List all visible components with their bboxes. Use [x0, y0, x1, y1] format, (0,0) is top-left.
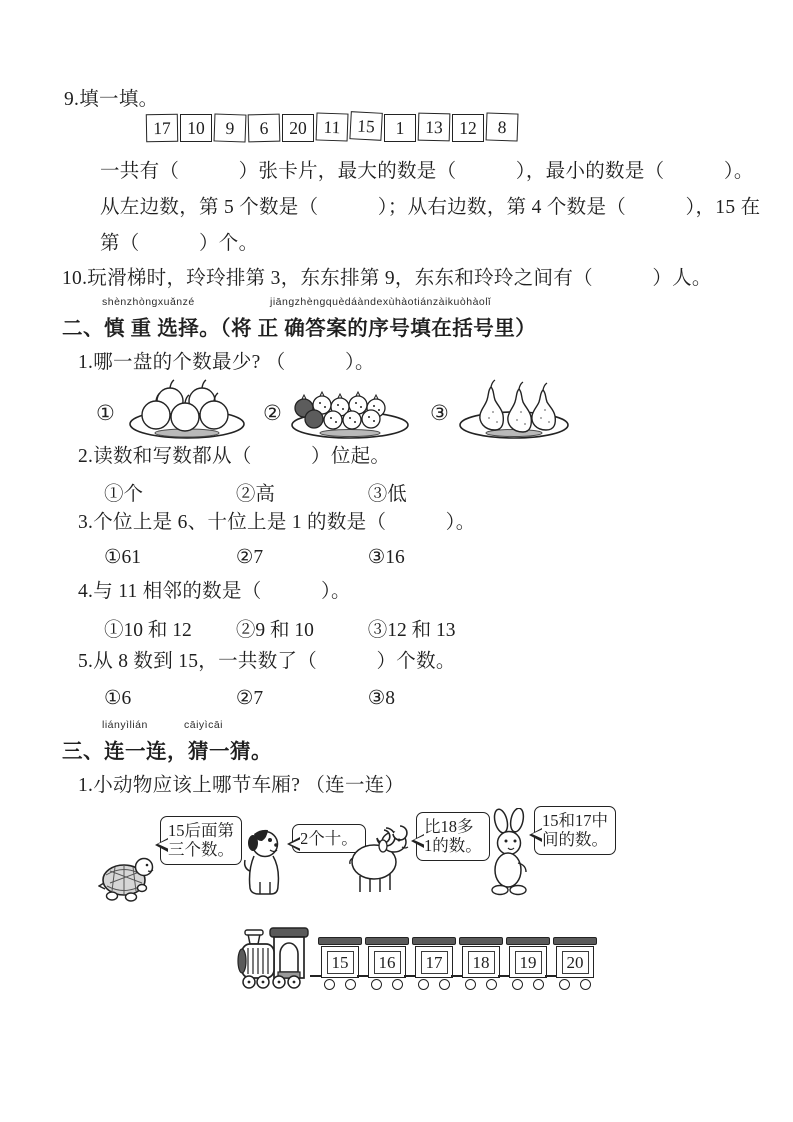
number-card: 17 [146, 114, 178, 143]
car-number: 15 [327, 951, 354, 974]
train-row [236, 920, 594, 990]
option-2: ②高 [235, 484, 275, 505]
q9-fill-line-1: 一共有（ ）张卡片，最大的数是（ ），最小的数是（ ）。 [100, 161, 754, 182]
section3-pinyin-1: liányìlián [102, 719, 148, 731]
number-card: 11 [316, 112, 349, 141]
car-wheels [415, 979, 453, 990]
car-roof [459, 937, 503, 945]
section3-pinyin-2: cāiyìcāi [184, 719, 224, 731]
option-1: ①10 和 12 [104, 620, 192, 641]
car-roof [365, 937, 409, 945]
number-card: 13 [418, 113, 451, 142]
option-3: ③8 [367, 688, 395, 709]
plate-3-pears [430, 378, 573, 442]
option-1: ①6 [104, 688, 132, 709]
option-2: ②9 和 10 [235, 620, 314, 641]
section3-title: 三、连一连，猜一猜。 [62, 741, 272, 763]
number-card: 8 [486, 112, 519, 141]
train-car-1 [321, 937, 359, 990]
car-number: 17 [421, 951, 448, 974]
rabbit-illustration [488, 808, 532, 900]
plate-1-number: ① [96, 401, 115, 425]
car-roof [318, 937, 362, 945]
car-roof [553, 937, 597, 945]
car-wheels [368, 979, 406, 990]
car-number: 16 [374, 951, 401, 974]
rabbit-speech-bubble [534, 806, 616, 855]
strawberries-plate-icon [284, 384, 416, 442]
s2q1-text: 1.哪一盘的个数最少? （ ）。 [78, 352, 375, 373]
s2q4-text: 4.与 11 相邻的数是（ ）。 [78, 581, 351, 602]
train-car-2 [368, 937, 406, 990]
car-number: 18 [468, 951, 495, 974]
plate-3-number: ③ [430, 401, 449, 425]
plate-2-number: ② [263, 401, 282, 425]
option-1: ①个 [104, 484, 144, 505]
s2q4-options [104, 614, 456, 642]
train-car-4 [462, 937, 500, 990]
car-roof [506, 937, 550, 945]
sheep-illustration [348, 816, 412, 896]
s2q3-text: 3.个位上是 6、十位上是 1 的数是（ ）。 [78, 512, 476, 533]
car-wheels [509, 979, 547, 990]
s2q3-options [104, 545, 405, 569]
sheep-speech-bubble [416, 812, 490, 861]
option-3: ③低 [367, 484, 407, 505]
number-card: 10 [180, 114, 212, 142]
car-wheels [556, 979, 594, 990]
option-1: ①61 [104, 547, 141, 568]
s3q1-text: 1.小动物应该上哪节车厢? （连一连） [78, 775, 405, 796]
number-card: 20 [282, 114, 314, 142]
number-card: 9 [214, 113, 247, 142]
bubble-line: 比18多 [424, 817, 474, 836]
car-number: 19 [515, 951, 542, 974]
bubble-line: 间的数。 [542, 830, 608, 850]
s2q2-text: 2.读数和写数都从（ ）位起。 [78, 446, 391, 467]
bubble-line: 15和17中 [542, 811, 608, 830]
s2q5-options [104, 686, 395, 710]
bubble-line: 1的数。 [424, 836, 482, 856]
number-card: 15 [349, 111, 382, 141]
train-car-5 [509, 937, 547, 990]
pears-plate-icon [451, 378, 573, 442]
q9-card-row [146, 114, 520, 142]
number-card: 6 [248, 114, 281, 143]
car-number: 20 [562, 951, 589, 974]
number-card: 12 [452, 114, 484, 142]
q9-fill-line-3: 第（ ）个。 [100, 233, 259, 254]
s2q2-options [104, 478, 407, 506]
plate-1-apples [96, 378, 252, 442]
plate-2-strawberries [263, 384, 416, 442]
s2q5-text: 5.从 8 数到 15，一共数了（ ）个数。 [78, 651, 456, 672]
train-car-6 [556, 937, 594, 990]
section3-header [62, 719, 272, 764]
q9-fill-line-2: 从左边数，第 5 个数是（ ）；从右边数，第 4 个数是（ ），15 在 [100, 197, 761, 218]
bubble-line: 2个十。 [300, 829, 358, 848]
q10-text: 10.玩滑梯时，玲玲排第 3，东东排第 9，东东和玲玲之间有（ ）人。 [62, 268, 712, 289]
turtle-speech-bubble [160, 816, 242, 865]
locomotive-icon [236, 920, 312, 990]
option-2: ②7 [235, 688, 264, 709]
q9-label: 9.填一填。 [64, 89, 159, 110]
section2-pinyin-2: jiāngzhèngquèdáàndexùhàotiánzàikuòhàolǐ [270, 296, 491, 308]
car-roof [412, 937, 456, 945]
option-3: ③12 和 13 [367, 620, 456, 641]
section2-pinyin-1: shènzhòngxuǎnzé [102, 296, 195, 308]
train-car-3 [415, 937, 453, 990]
apples-plate-icon [117, 378, 252, 442]
car-wheels [462, 979, 500, 990]
option-3: ③16 [367, 547, 405, 568]
car-wheels [321, 979, 359, 990]
number-card: 1 [384, 114, 416, 142]
option-2: ②7 [235, 547, 264, 568]
section2-title: 二、慎 重 选择。（将 正 确答案的序号填在括号里） [62, 318, 537, 340]
bubble-line: 三个数。 [168, 840, 234, 860]
bubble-line: 15后面第 [168, 821, 234, 840]
section2-header [62, 296, 537, 341]
